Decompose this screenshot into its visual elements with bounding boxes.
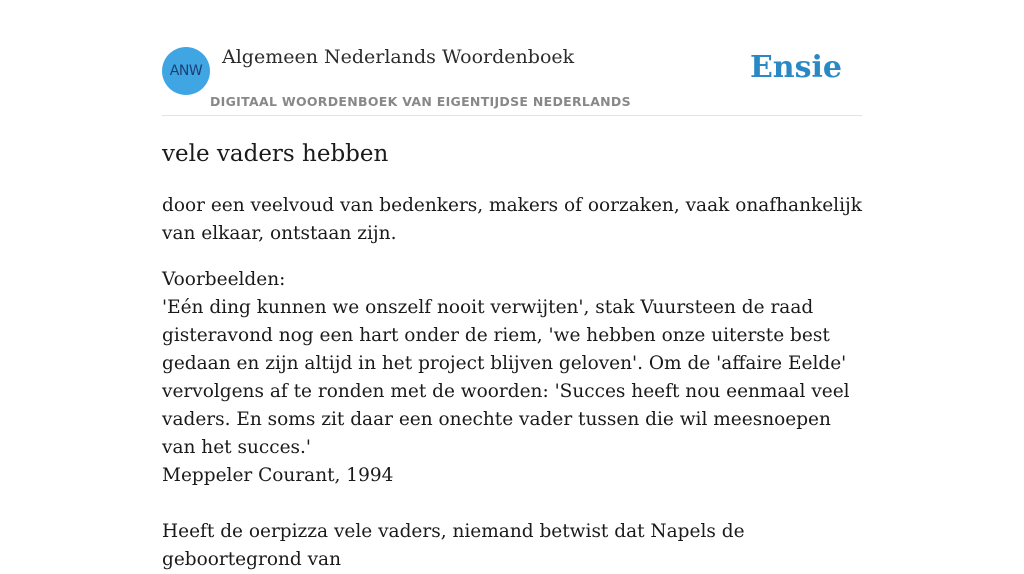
example-source: Meppeler Courant, 1994 [162, 465, 394, 486]
example-divider-space [162, 490, 862, 518]
example-text: Heeft de oerpizza vele vaders, niemand betwist dat Napels de geboortegrond van [162, 521, 745, 570]
examples-section [162, 266, 862, 574]
entry-term: vele vaders hebben [162, 141, 389, 167]
logo-text: ANW [169, 63, 203, 79]
ensie-logo[interactable]: Ensie [749, 50, 842, 85]
source-subtitle: DIGITAAL WOORDENBOEK VAN EIGENTIJDSE NEDERLANDS [210, 94, 631, 109]
source-title[interactable]: Algemeen Nederlands Woordenboek [222, 46, 575, 68]
entry-content [162, 138, 862, 574]
header [162, 0, 862, 116]
anw-logo[interactable] [162, 47, 210, 95]
examples-label: Voorbeelden: [162, 269, 286, 290]
example-text: 'Eén ding kunnen we onszelf nooit verwijten', stak Vuursteen de raad gisteravond nog een hart onder de riem, 'we hebben onze uiterste best gedaan en zijn altijd in het project blijven geloven'. Om de 'affaire Eelde' vervolgens af te ronden met de woorden: 'Succes heeft nou eenmaal veel vaders. En soms zit daar een onechte vader tussen die wil meesnoepen van het succes.' [162, 297, 850, 458]
entry-definition: door een veelvoud van bedenkers, makers of oorzaken, vaak onafhankelijk van elkaar, ontstaan zijn. [162, 195, 862, 244]
